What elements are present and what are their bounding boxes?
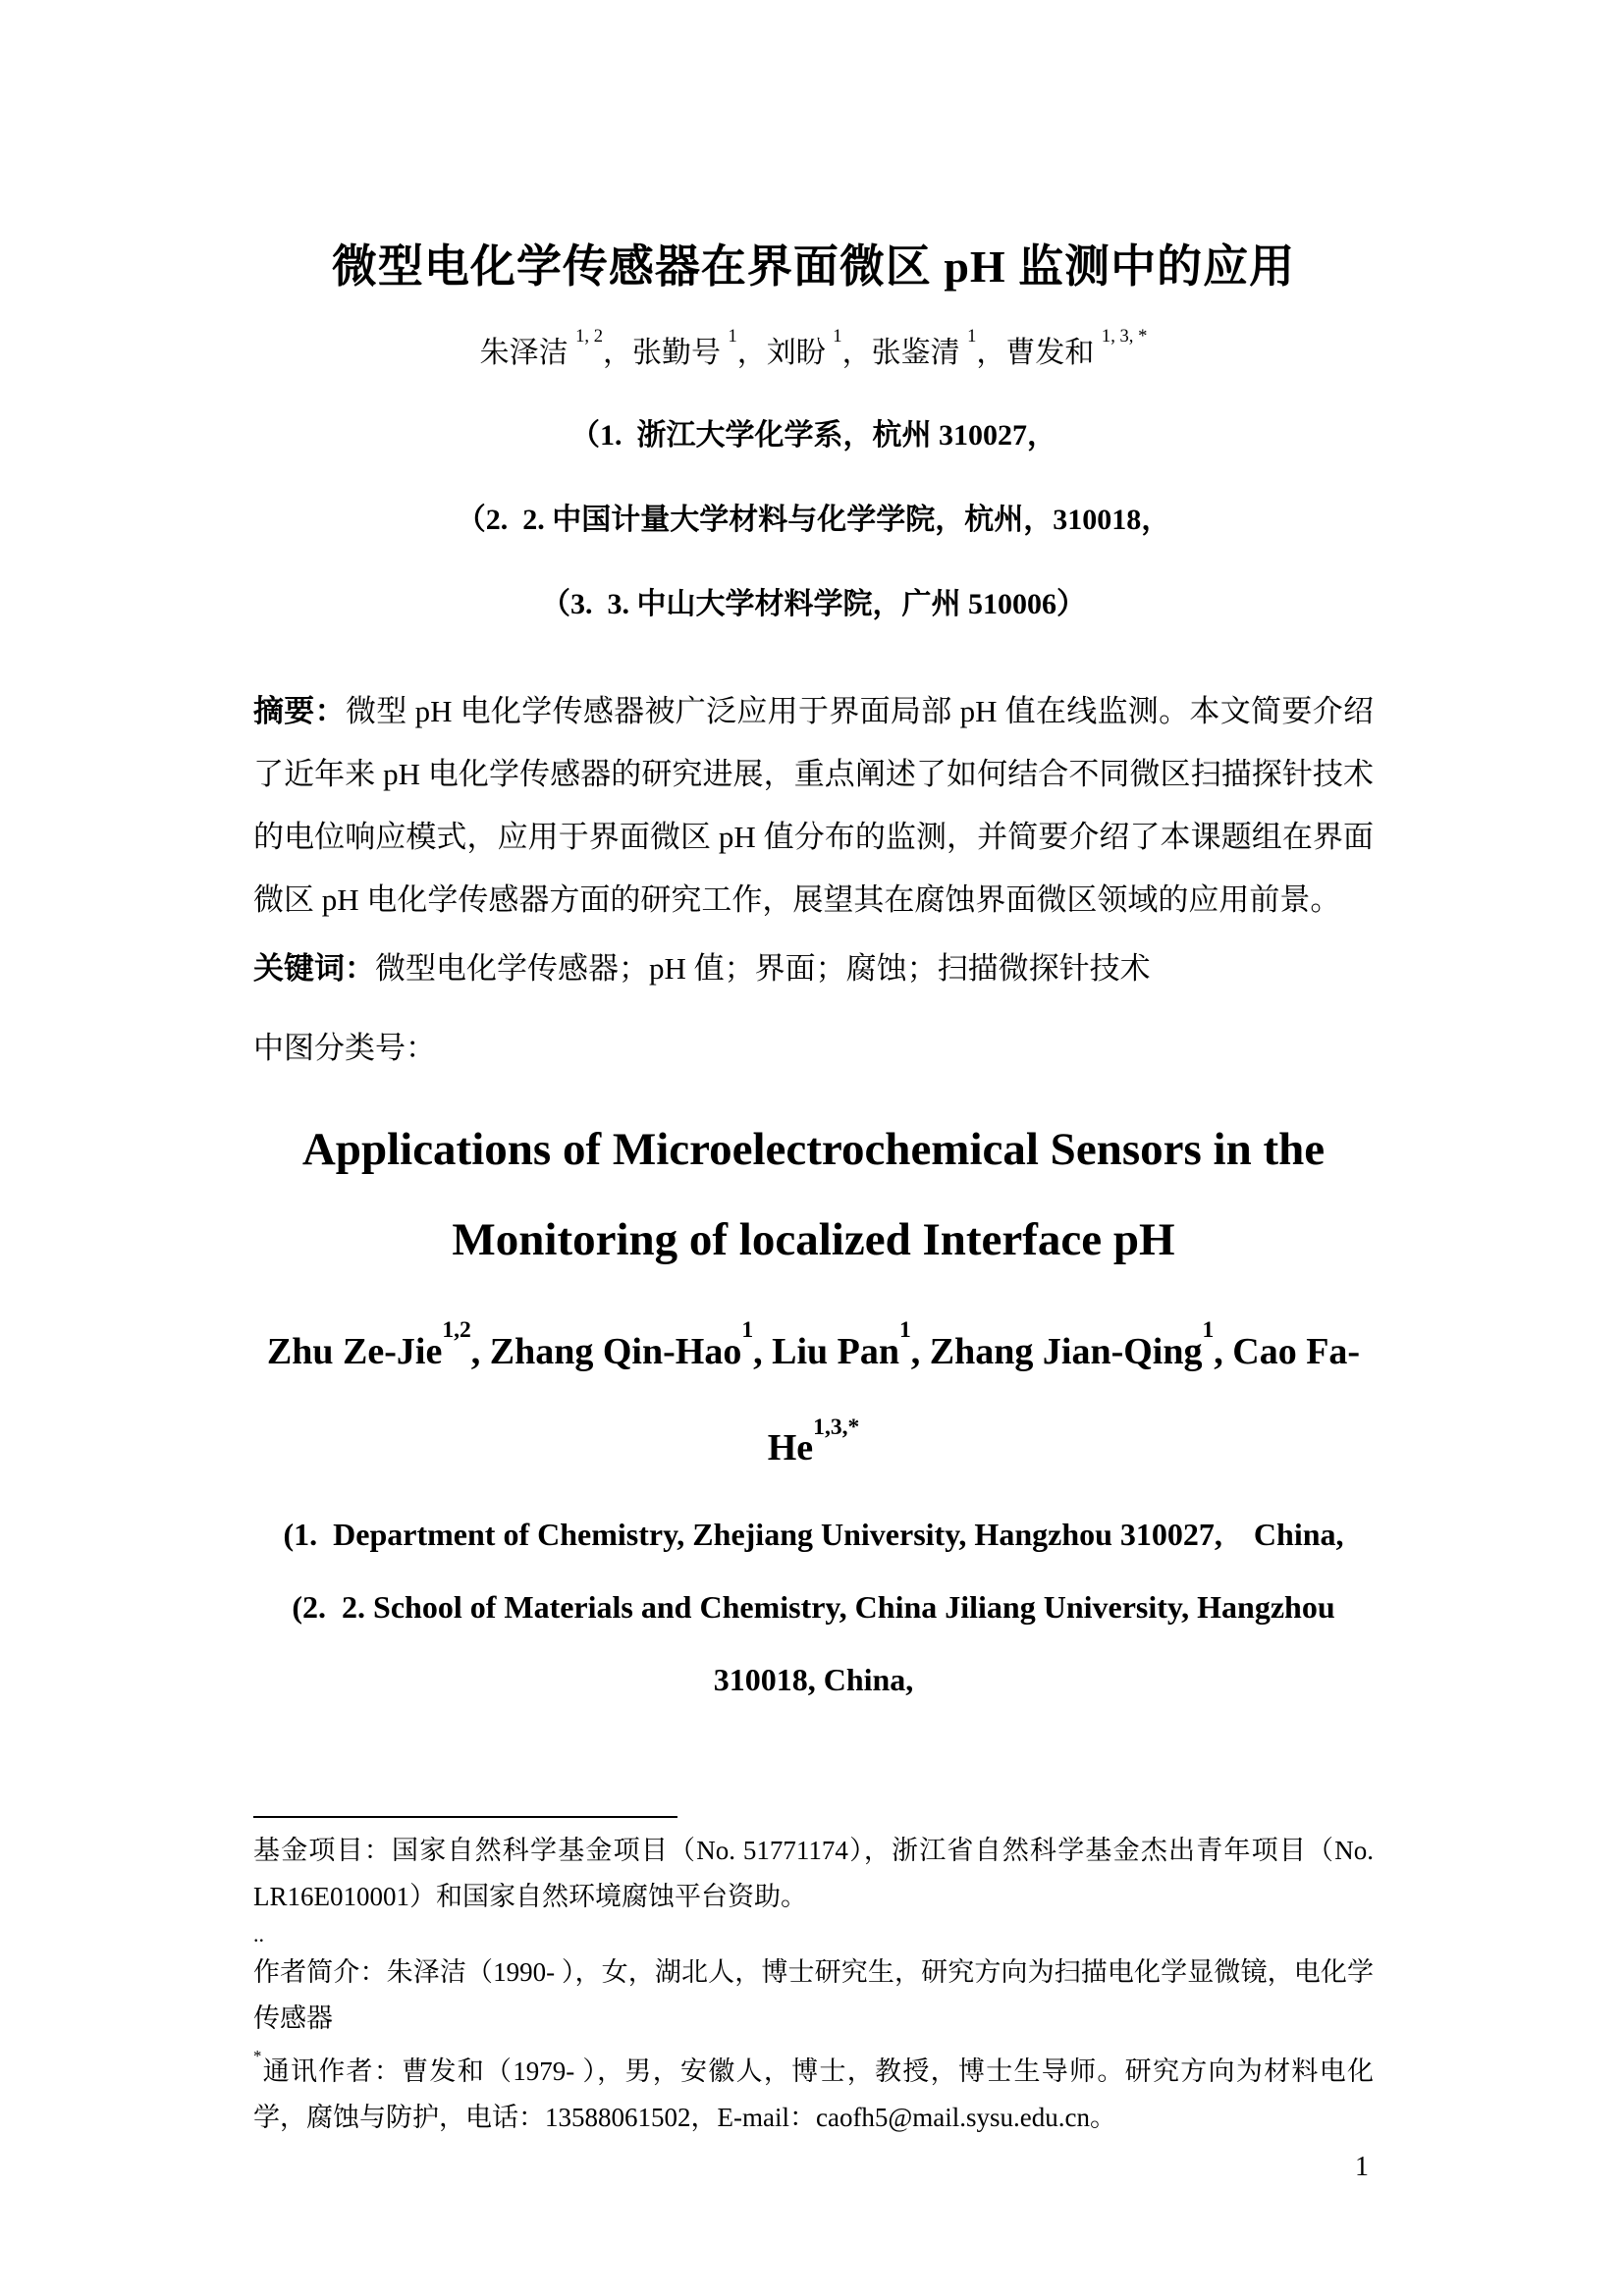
page-number: 1 [1355,2152,1369,2182]
author-superscript: 1 [728,325,737,347]
english-title-line: Applications of Microelectrochemical Sensors in the [301,1124,1326,1175]
chinese-author-line [253,324,1374,376]
author-name: Cao $Fa-He^{1,3,*}$ [767,1330,1361,1469]
author-name: Liu Pan$^1$, [772,1317,930,1372]
abstract-paragraph [253,680,1374,932]
keywords-label: 关键词： [253,951,375,986]
english-title [253,1104,1374,1285]
chinese-affiliations [253,394,1374,647]
abstract-text: 微型 pH 电化学传感器被广泛应用于界面局部 pH 值在线监测。本文简要介绍了近年来 pH 电化学传感器的研究进展，重点阐述了如何结合不同微区扫描探针技术的电位响应模式，应用于界面微区 pH 值分布的监测，并简要介绍了本课题组在界面微区 pH 电化学传感器方面的研究工作，展望其在腐蚀界面微区领域的应用前景。 [253,694,1374,917]
english-title-line: Monitoring of localized Interface pH [452,1214,1175,1265]
author-name: 朱泽洁 $^{1, 2}$， [479,325,632,369]
author-superscript: 1 [1202,1317,1215,1344]
english-author-line [253,1299,1374,1492]
author-superscript: 1,2 [442,1317,471,1344]
corresponding-star: * [253,2046,262,2065]
author-superscript: 1, 2 [575,325,603,347]
footnote-author-bio: 作者简介：朱泽洁（1990- ），女，湖北人，博士研究生，研究方向为扫描电化学显微镜，电化学传感器 [253,1957,1374,2033]
footnote-block [253,1816,1374,2141]
chinese-affiliation: （2. 2. 中国计量大学材料与化学学院，杭州，310018， [456,504,1171,536]
english-affiliation: (2. 2. School of Materials and Chemistry, China Jiliang University, Hangzhou 310018, China, [292,1589,1343,1698]
chinese-affiliation: （1. 浙江大学化学系，杭州 310027， [570,419,1056,452]
chinese-title: 微型电化学传感器在界面微区 pH 监测中的应用 [331,241,1296,292]
author-superscript: 1,3,* [813,1414,860,1440]
english-affiliation: (1. Department of Chemistry, Zhejiang University, Hangzhou 310027, China, [283,1517,1344,1553]
author-name: Zhu Ze-Jie$^{1,2}$, [266,1317,490,1372]
corresponding-text: 通讯作者：曹发和（1979- ），男，安徽人，博士，教授，博士生导师。研究方向为材料电化学，腐蚀与防护，电话：13588061502，E-mail：caofh5@mail.sysu.edu.cn。 [253,2056,1374,2132]
footnote-corresponding-author [253,2042,1374,2141]
author-superscript: 1 [833,325,842,347]
author-superscript: 1 [967,325,977,347]
footnote-dots: .. [253,1922,264,1947]
english-affiliations [253,1498,1374,1716]
footnote-funding: 基金项目：国家自然科学基金项目（No. 51771174），浙江省自然科学基金杰出青年项目（No. LR16E010001）和国家自然环境腐蚀平台资助。 [253,1836,1374,1911]
author-name: 刘盼 $^1$， [766,325,872,369]
footnote-separator [253,1816,677,1818]
keywords-text: 微型电化学传感器；pH 值；界面；腐蚀；扫描微探针技术 [375,951,1151,986]
keywords-line [253,937,1374,1000]
author-superscript: 1, 3, * [1101,325,1148,347]
chinese-affiliation: （3. 3. 中山大学材料学院，广州 510006） [541,588,1086,620]
author-name: Zhang Jian-Qing$^1$, [929,1317,1233,1372]
author-name: 曹发和 $^{1, 3, *}$ [1005,325,1148,369]
author-superscript: 1 [741,1317,754,1344]
abstract-label: 摘要： [253,694,346,728]
author-name: Zhang Qin-Hao$^1$, [489,1317,773,1372]
clc-number-line: 中图分类号： [253,1031,436,1065]
author-name: 张勤号 $^1$， [632,325,767,369]
author-superscript: 1 [899,1317,911,1344]
author-name: 张鉴清 $^1$， [871,325,1006,369]
